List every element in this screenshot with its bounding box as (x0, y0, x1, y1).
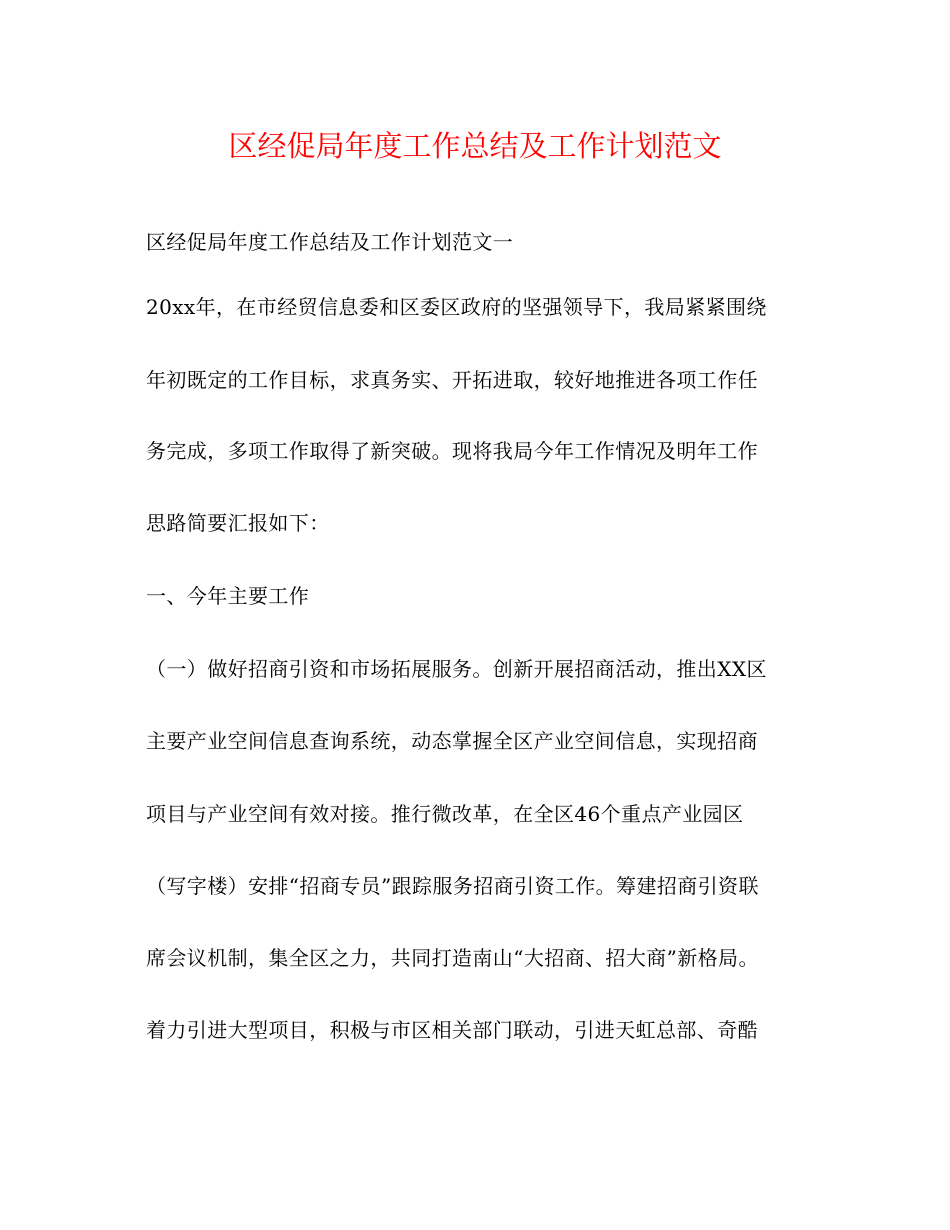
section-heading-line: 一、今年主要工作 (146, 584, 310, 608)
paragraph-line: 主要产业空间信息查询系统，动态掌握全区产业空间信息，实现招商 (146, 729, 758, 753)
paragraph-line: 20xx年，在市经贸信息委和区委区政府的坚强领导下，我局紧紧围绕 (146, 295, 767, 319)
paragraph-line: 思路简要汇报如下： (146, 511, 330, 535)
heading-line: 区经促局年度工作总结及工作计划范文一 (146, 230, 514, 254)
paragraph-line: 着力引进大型项目，积极与市区相关部门联动，引进天虹总部、奇酷 (146, 1018, 758, 1042)
document-title: 区经促局年度工作总结及工作计划范文 (228, 129, 722, 163)
paragraph-line: 席会议机制，集全区之力，共同打造南山“大招商、招大商”新格局。 (146, 946, 759, 970)
paragraph-line: （写字楼）安排“招商专员”跟踪服务招商引资工作。筹建招商引资联 (146, 874, 759, 898)
paragraph-line: 年初既定的工作目标，求真务实、开拓进取，较好地推进各项工作任 (146, 368, 758, 392)
paragraph-line: 项目与产业空间有效对接。推行微改革，在全区46个重点产业园区 (146, 802, 744, 826)
paragraph-line: （一）做好招商引资和市场拓展服务。创新开展招商活动，推出XX区 (146, 657, 767, 681)
paragraph-line: 务完成，多项工作取得了新突破。现将我局今年工作情况及明年工作 (146, 439, 758, 463)
